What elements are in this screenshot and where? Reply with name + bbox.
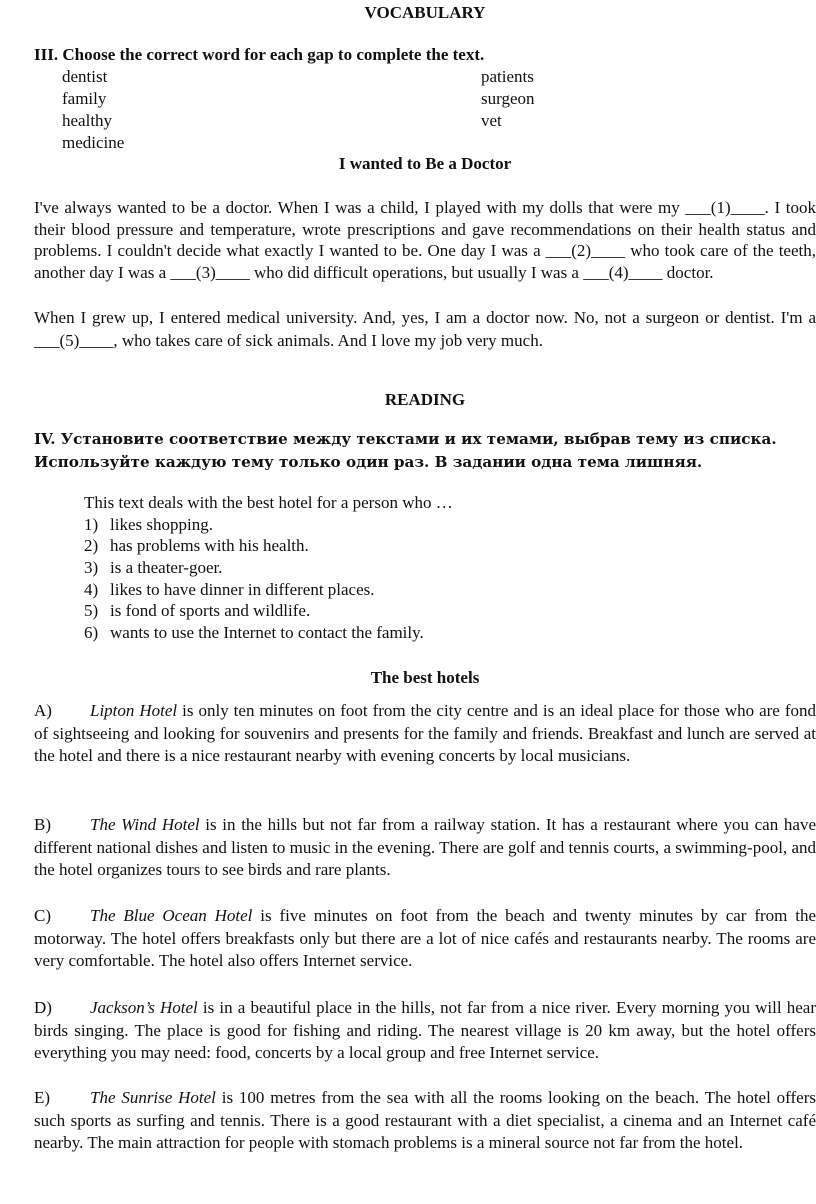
reading-task <box>34 428 816 474</box>
topic-text: has problems with his health. <box>110 536 309 556</box>
word-bank-item: healthy <box>62 111 113 130</box>
word-bank-item: surgeon <box>481 89 535 108</box>
word-bank-item: vet <box>481 111 502 130</box>
topic-number: 2) <box>84 536 99 556</box>
topic-item <box>84 557 784 579</box>
topic-number: 4) <box>84 579 99 599</box>
hotel-paragraph-c <box>34 905 816 973</box>
vocabulary-paragraph-1: I've always wanted to be a doctor. When I was a child, I played with my dolls that were my ___(1)____. I took their blood pressure and temperature, wrote prescriptions and gave recommendations on their health status and problems. I couldn't decide what exactly I wanted to be. One day I was a ___(2)____ who took care of the teeth, another day I was a ___(3)____ who did difficult operations, but usually I was a ___(4)____ doctor. <box>34 198 816 282</box>
topic-text: likes to have dinner in different places. <box>110 579 375 599</box>
hotel-paragraph-d <box>34 997 816 1065</box>
hotel-description: is in a beautiful place in the hills, not far from a nice river. Every morning you will hear birds singing. The place is good for fishing and riding. The nearest village is 20 km away, but the hotel offers everything you may need: food, concerts by a local group and free Internet service. <box>34 998 816 1063</box>
topic-item <box>84 535 784 557</box>
reading-text-title: The best hotels <box>370 668 480 687</box>
word-bank-right-column <box>481 66 535 132</box>
hotel-description: is 100 metres from the sea with all the rooms looking on the beach. The hotel offers such sports as surfing and tennis. There is a good restaurant with a diet specialist, a cinema and an Internet café nearby. The main attraction for people with stomach problems is a mineral source not far from the hotel. <box>34 1088 816 1153</box>
topic-number: 3) <box>84 558 99 578</box>
vocabulary-task: III. Choose the correct word for each gap to complete the text. <box>34 45 485 64</box>
vocabulary-heading: VOCABULARY <box>364 3 486 22</box>
topics-intro: This text deals with the best hotel for a person who … <box>84 493 453 512</box>
hotel-description: is five minutes on foot from the beach and twenty minutes by car from the motorway. The hotel offers breakfasts only but there are a lot of nice cafés and restaurants nearby. The rooms are very comfortable. The hotel also offers Internet service. <box>34 906 816 971</box>
reading-task-line-1: IV. Установите соответствие между текстами и их темами, выбрав тему из списка. <box>34 430 777 448</box>
vocabulary-text-title: I wanted to Be a Doctor <box>338 154 512 173</box>
topic-number: 1) <box>84 514 99 534</box>
hotel-letter: D) <box>34 998 52 1017</box>
topic-text: wants to use the Internet to contact the family. <box>110 623 424 643</box>
topic-number: 5) <box>84 601 99 621</box>
topics-block <box>84 492 784 644</box>
word-bank-left-column <box>62 66 124 154</box>
word-bank-item: family <box>62 89 107 108</box>
vocabulary-paragraph-2: When I grew up, I entered medical university. And, yes, I am a doctor now. No, not a surgeon or dentist. I'm a ___(5)____, who takes care of sick animals. And I love my job very much. <box>34 308 816 350</box>
reading-heading: READING <box>384 390 466 409</box>
hotel-letter: A) <box>34 701 52 720</box>
topic-item <box>84 579 784 601</box>
topic-item <box>84 514 784 536</box>
hotel-name: Lipton Hotel <box>90 701 178 720</box>
hotel-name: The Sunrise Hotel <box>90 1088 216 1107</box>
hotel-description: is only ten minutes on foot from the city centre and is an ideal place for those who are fond of sightseeing and looking for souvenirs and presents for the family and friends. Breakfast and lunch are served at the hotel and there is a nice restaurant nearby with evening concerts by local musicians. <box>34 701 816 766</box>
hotel-letter: B) <box>34 815 51 834</box>
topic-item <box>84 600 784 622</box>
word-bank-item: medicine <box>62 133 125 152</box>
hotel-name: The Wind Hotel <box>90 815 200 834</box>
hotel-description: is in the hills but not far from a railway station. It has a restaurant where you can have different national dishes and listen to music in the evening. There are golf and tennis courts, a swimming-pool, and the hotel organizes tours to see birds and rare plants. <box>34 815 816 880</box>
topic-item <box>84 622 784 644</box>
hotel-paragraph-e <box>34 1087 816 1155</box>
hotel-letter: C) <box>34 906 51 925</box>
reading-task-line-2: Используйте каждую тему только один раз. В задании одна тема лишняя. <box>34 453 703 471</box>
word-bank-item: dentist <box>62 67 108 86</box>
hotel-paragraph-a <box>34 700 816 768</box>
hotel-name: The Blue Ocean Hotel <box>90 906 253 925</box>
hotel-name: Jackson’s Hotel <box>90 998 198 1017</box>
word-bank-item: patients <box>481 67 534 86</box>
topic-text: is a theater-goer. <box>110 558 223 578</box>
hotel-paragraph-b <box>34 814 816 882</box>
topic-text: is fond of sports and wildlife. <box>110 601 311 621</box>
topic-text: likes shopping. <box>110 514 213 534</box>
topic-number: 6) <box>84 623 99 643</box>
hotel-letter: E) <box>34 1088 51 1107</box>
